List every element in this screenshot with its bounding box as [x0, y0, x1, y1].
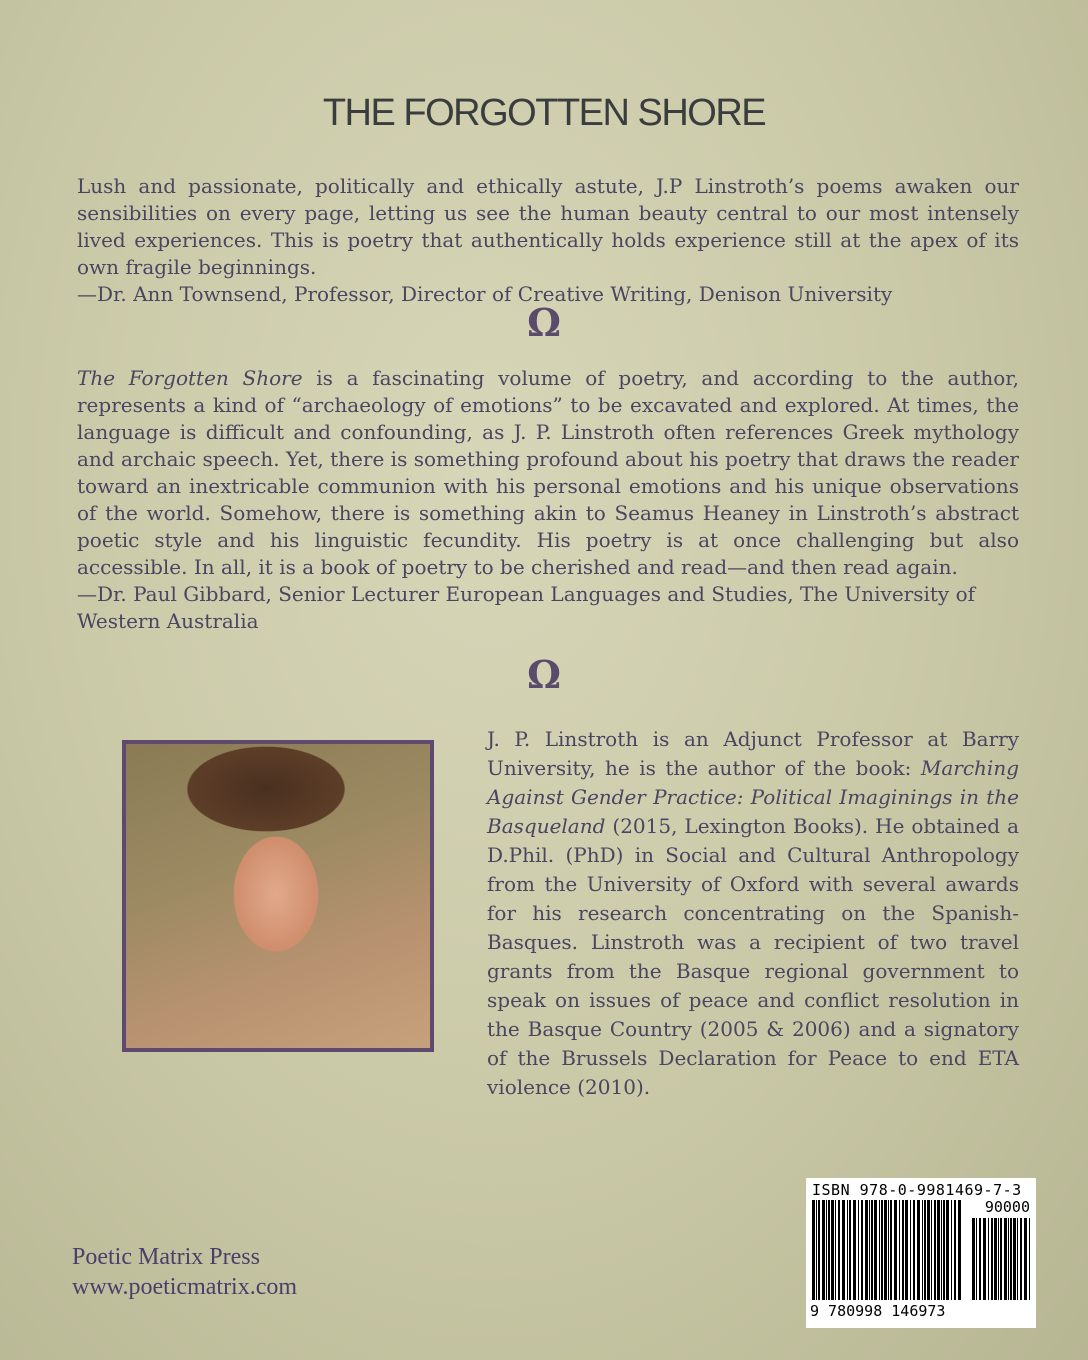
publisher	[72, 1242, 297, 1302]
review-2	[77, 365, 1019, 635]
review-2-text: is a fascinating volume of poetry, and according to the author, represents a kind of “archaeology of emotions” to be excavated and explored. At times, the language is difficult and confounding, as J. P. Linstroth often references Greek mythology and archaic speech. Yet, there is something profound about his poetry that draws the reader toward an inextricable communion with his personal emotions and his unique observations of the world. Somehow, there is something akin to Seamus Heaney in Linstroth’s abstract poetic style and his linguistic fecundity. His poetry is at once challenging but also accessible. In all, it is a book of poetry to be cherished and read—and then read again.	[77, 366, 1020, 579]
price-code: 90000	[984, 1198, 1030, 1216]
review-1	[77, 173, 1019, 308]
author-photo	[122, 740, 434, 1052]
barcode	[806, 1178, 1036, 1328]
isbn-label: ISBN 978-0-9981469-7-3	[812, 1181, 1022, 1199]
price-barcode-bars	[972, 1218, 1030, 1300]
bio-text-2: (2015, Lexington Books). He obtained a D.Phil. (PhD) in Social and Cultural Anthropology from the University of Oxford with several awards for his research concentrating on the Spanish-Basques. Linstroth was a recipient of two travel grants from the Basque regional government to speak on issues of peace and conflict resolution in the Basque Country (2005 & 2006) and a signatory of the Brussels Declaration for Peace to end ETA violence (2010).	[487, 814, 1019, 1099]
bio-book-title: Marching Against Gender Practice: Political Imaginings in the Basqueland	[487, 756, 1019, 838]
book-title: THE FORGOTTEN SHORE	[322, 92, 766, 134]
review-2-attribution: —Dr. Paul Gibbard, Senior Lecturer European Languages and Studies, The University of Western Australia	[77, 582, 976, 633]
omega-separator: Ω	[527, 652, 561, 697]
bio-text-1: J. P. Linstroth is an Adjunct Professor at Barry University, he is the author of the book:	[487, 727, 1019, 780]
publisher-url: www.poeticmatrix.com	[72, 1274, 298, 1300]
review-1-text: Lush and passionate, politically and ethically astute, J.P Linstroth’s poems awaken our sensibilities on every page, letting us see the human beauty central to our most intensely lived experiences. This is poetry that authentically holds experience still at the apex of its own fragile beginnings.	[77, 174, 1019, 279]
review-1-attribution: —Dr. Ann Townsend, Professor, Director of Creative Writing, Denison University	[77, 282, 893, 306]
omega-separator: Ω	[527, 300, 561, 345]
review-2-book-title: The Forgotten Shore	[77, 366, 303, 390]
author-bio	[487, 725, 1019, 1102]
publisher-name: Poetic Matrix Press	[72, 1244, 260, 1270]
ean-number: 9 780998 146973	[810, 1302, 946, 1320]
barcode-bars	[812, 1200, 962, 1300]
